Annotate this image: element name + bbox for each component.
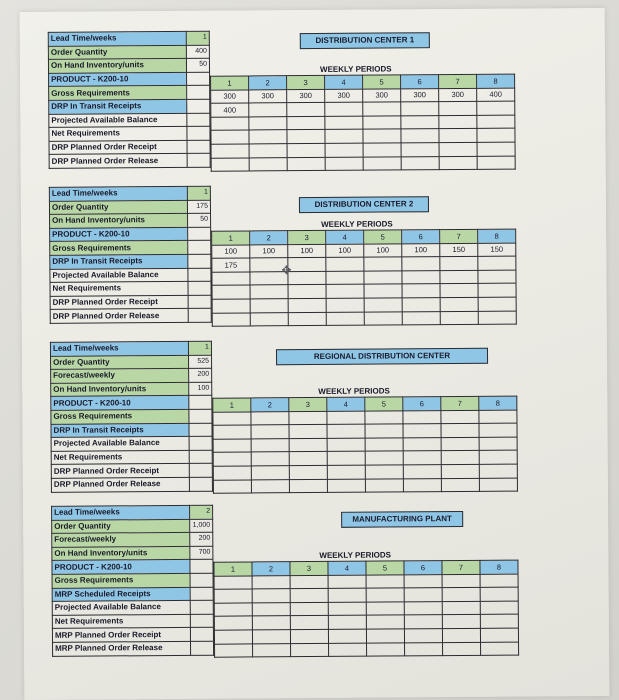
param-label: Lead Time/weeks [52,505,190,520]
rdc-period-grid [212,396,518,494]
row-label: Projected Available Balance [52,601,190,616]
gross-cell[interactable]: 100 [364,243,402,257]
period-cell: 3 [287,75,325,89]
param-label: Order Quantity [49,200,187,215]
param-label: On Hand Inventory/units [51,382,189,397]
row-label: DRP Planned Order Release [49,154,187,169]
row-label: DRP In Transit Receipts [51,423,189,438]
param-value: 50 [188,213,211,227]
row-label: MRP Scheduled Receipts [52,587,190,602]
row-label: MRP Planned Order Receipt [52,628,190,643]
param-label: Forecast/weekly [52,533,190,548]
param-value: 50 [186,58,209,72]
param-label: On Hand Inventory/units [52,546,190,561]
row-label: Projected Available Balance [50,268,188,283]
period-cell: 3 [290,561,328,575]
gross-cell[interactable]: 400 [477,88,515,102]
dc1-title: DISTRIBUTION CENTER 1 [300,32,430,49]
param-value: 525 [189,355,212,369]
param-label: Forecast/weekly [51,369,189,384]
weekly-periods-label: WEEKLY PERIODS [319,550,392,560]
dc2-block [49,183,560,332]
period-cell: 4 [325,75,363,89]
period-cell: 5 [366,561,404,575]
row-label: Gross Requirements [50,241,188,256]
product-label: PRODUCT - K200-10 [50,227,188,242]
gross-cell[interactable]: 300 [249,89,287,103]
row-label: Projected Available Balance [51,437,189,452]
period-cell: 7 [440,229,478,243]
row-label: DRP Planned Order Receipt [50,295,188,310]
row-label: Gross Requirements [49,86,187,101]
worksheet-page [20,8,610,700]
param-value: 175 [187,200,210,214]
gross-cell[interactable]: 100 [326,244,364,258]
transit-cell[interactable]: 400 [211,103,249,117]
param-value: 200 [189,368,212,382]
plant-block [51,502,562,656]
param-value: 1 [187,186,210,200]
gross-cell[interactable]: 100 [402,243,440,257]
gross-cell[interactable]: 300 [401,88,439,102]
period-cell: 2 [249,76,287,90]
period-cell: 5 [364,230,402,244]
period-cell: 7 [442,560,480,574]
weekly-periods-label: WEEKLY PERIODS [321,219,393,229]
period-cell: 4 [326,230,364,244]
gross-cell[interactable]: 300 [211,90,249,104]
param-value: 700 [190,546,213,560]
row-label: Projected Available Balance [49,113,187,128]
period-cell: 5 [365,397,403,411]
period-cell: 8 [479,396,517,410]
gross-cell[interactable]: 150 [440,243,478,257]
row-label: DRP Planned Order Receipt [51,464,189,479]
move-cursor-icon: ✥ [281,263,292,278]
plant-param-table [51,505,214,657]
param-value: 2 [190,505,213,519]
dc2-param-table [49,186,212,324]
dc1-period-grid [210,74,516,172]
plant-period-grid [213,560,519,658]
period-cell: 6 [402,230,440,244]
param-value: 400 [186,45,209,59]
gross-cell[interactable]: 300 [439,88,477,102]
period-cell: 1 [211,76,249,90]
period-cell: 8 [477,74,515,88]
period-cell: 5 [363,75,401,89]
dc1-block [48,28,559,177]
param-label: Order Quantity [48,45,186,60]
param-label: Order Quantity [51,355,189,370]
period-cell: 4 [327,397,365,411]
period-cell: 7 [441,396,479,410]
row-label: DRP Planned Order Release [51,477,189,492]
row-label: Net Requirements [49,127,187,142]
plant-title: MANUFACTURING PLANT [341,511,463,528]
param-label: On Hand Inventory/units [50,214,188,229]
row-label: DRP Planned Order Release [50,309,188,324]
gross-cell[interactable]: 100 [212,245,250,259]
gross-cell[interactable]: 100 [288,244,326,258]
row-label: Net Requirements [50,282,188,297]
period-cell: 6 [404,561,442,575]
period-cell: 2 [252,562,290,576]
period-cell: 1 [214,562,252,576]
row-label: Gross Requirements [52,573,190,588]
gross-cell[interactable]: 100 [250,244,288,258]
row-label: Net Requirements [51,450,189,465]
param-label: On Hand Inventory/units [48,59,186,74]
rdc-title: REGIONAL DISTRIBUTION CENTER [276,348,488,365]
rdc-param-table [50,341,213,493]
dc1-param-table [48,31,211,169]
gross-cell[interactable]: 300 [363,88,401,102]
param-value: 1 [186,31,209,45]
period-cell: 3 [288,230,326,244]
param-label: Order Quantity [52,519,190,534]
param-value: 100 [189,382,212,396]
product-label: PRODUCT - K200-10 [51,396,189,411]
period-cell: 8 [480,560,518,574]
dc2-title: DISTRIBUTION CENTER 2 [299,196,429,213]
gross-cell[interactable]: 150 [478,243,516,257]
row-label: Net Requirements [52,614,190,629]
product-label: PRODUCT - K200-10 [49,72,187,87]
param-value: 1,000 [190,519,213,533]
param-value: 200 [190,532,213,546]
row-label: DRP Planned Order Receipt [49,140,187,155]
period-cell: 3 [289,397,327,411]
period-cell: 6 [403,397,441,411]
period-cell: 4 [328,561,366,575]
transit-cell[interactable]: 175 [212,258,250,272]
period-cell: 7 [439,74,477,88]
row-label: DRP In Transit Receipts [49,99,187,114]
param-label: Lead Time/weeks [49,186,187,201]
param-label: Lead Time/weeks [50,341,188,356]
gross-cell[interactable]: 300 [287,89,325,103]
row-label: Gross Requirements [51,409,189,424]
rdc-block [50,338,561,492]
weekly-periods-label: WEEKLY PERIODS [318,386,390,396]
row-label: DRP In Transit Receipts [50,254,188,269]
period-cell: 2 [251,398,289,412]
weekly-periods-label: WEEKLY PERIODS [319,64,392,74]
period-cell: 1 [212,231,250,245]
dc2-period-grid [211,229,517,327]
param-value: 1 [188,341,211,355]
period-cell: 8 [478,229,516,243]
period-cell: 6 [401,75,439,89]
gross-cell[interactable]: 300 [325,89,363,103]
product-label: PRODUCT - K200-10 [52,560,190,575]
period-cell: 2 [250,231,288,245]
param-label: Lead Time/weeks [48,31,186,46]
row-label: MRP Planned Order Release [53,641,191,656]
period-cell: 1 [213,398,251,412]
